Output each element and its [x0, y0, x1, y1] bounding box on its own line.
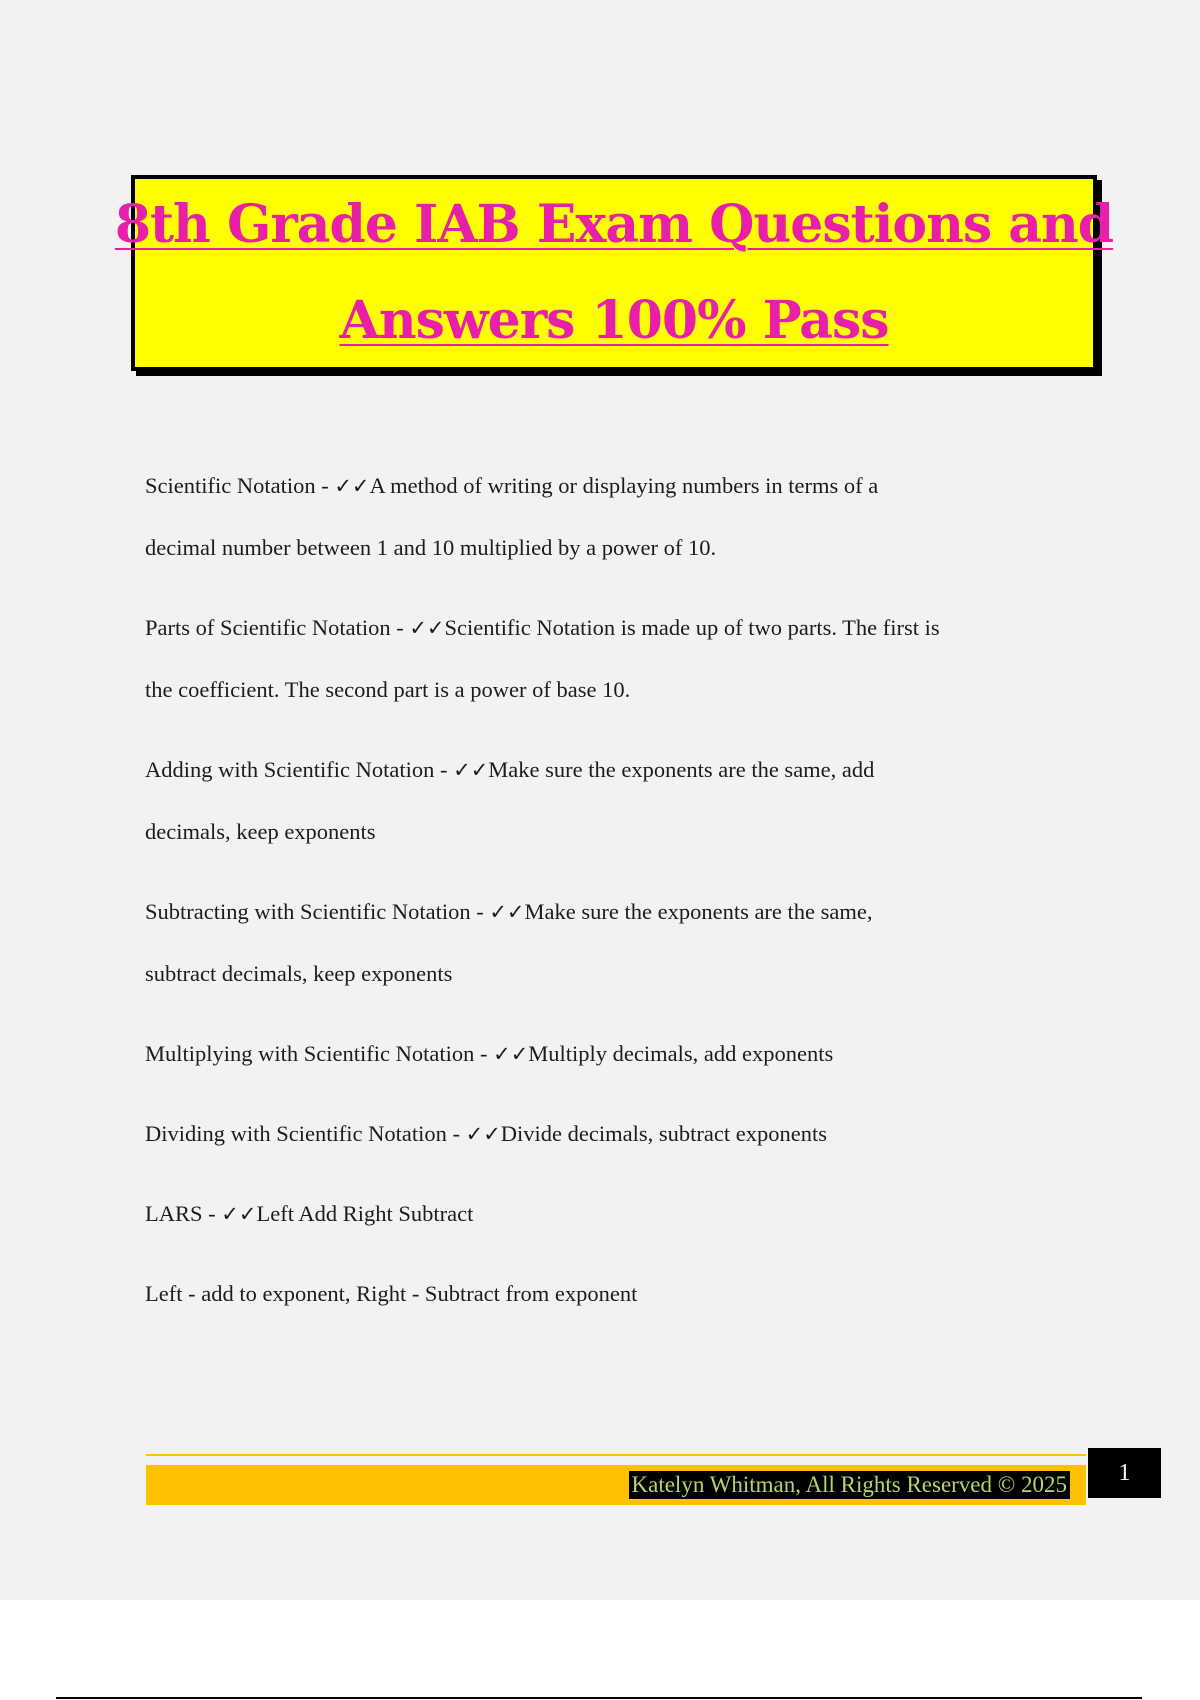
footer-rule	[146, 1454, 1086, 1456]
definition: Make sure the exponents are the same,	[524, 899, 873, 924]
definition: Divide decimals, subtract exponents	[500, 1121, 827, 1146]
definition: Multiply decimals, add exponents	[528, 1041, 834, 1066]
bottom-divider	[56, 1697, 1142, 1699]
check-icon: ✓✓	[221, 1202, 257, 1226]
title-line-1: 8th Grade IAB Exam Questions and	[114, 194, 1114, 255]
qa-entry	[145, 1183, 1085, 1245]
definition-continuation: the coefficient. The second part is a power of base 10.	[145, 677, 631, 702]
page-number: 1	[1088, 1448, 1161, 1498]
definition-continuation: subtract decimals, keep exponents	[145, 961, 453, 986]
term: Adding with Scientific Notation -	[145, 757, 454, 782]
footer-bar	[146, 1465, 1086, 1505]
check-icon: ✓✓	[453, 758, 489, 782]
qa-entry	[145, 739, 1085, 863]
check-icon: ✓✓	[465, 1122, 501, 1146]
check-icon: ✓✓	[409, 616, 445, 640]
definition-continuation: decimal number between 1 and 10 multiplied by a power of 10.	[145, 535, 717, 560]
title-box	[114, 175, 1114, 371]
definition: A method of writing or displaying numbers in terms of a	[369, 473, 879, 498]
term: Dividing with Scientific Notation -	[145, 1121, 466, 1146]
definition: Scientific Notation is made up of two parts. The first is	[444, 615, 940, 640]
qa-entry	[145, 881, 1085, 1005]
qa-entry	[145, 1103, 1085, 1165]
qa-entry	[145, 1023, 1085, 1085]
term: Parts of Scientific Notation -	[145, 615, 410, 640]
term: Multiplying with Scientific Notation -	[145, 1041, 494, 1066]
check-icon: ✓✓	[489, 900, 525, 924]
definition: Left Add Right Subtract	[256, 1201, 474, 1226]
check-icon: ✓✓	[493, 1042, 529, 1066]
definition-continuation: decimals, keep exponents	[145, 819, 376, 844]
definition: Make sure the exponents are the same, add	[488, 757, 875, 782]
note: Left - add to exponent, Right - Subtract from exponent	[145, 1281, 638, 1306]
qa-entry	[145, 597, 1085, 721]
term: LARS -	[145, 1201, 222, 1226]
check-icon: ✓✓	[334, 474, 370, 498]
qa-entry	[145, 455, 1085, 579]
title-line-2: Answers 100% Pass	[339, 290, 889, 351]
qa-list	[145, 455, 1085, 1343]
term: Subtracting with Scientific Notation -	[145, 899, 490, 924]
term: Scientific Notation -	[145, 473, 335, 498]
footer-copyright: Katelyn Whitman, All Rights Reserved © 2025	[629, 1471, 1070, 1499]
